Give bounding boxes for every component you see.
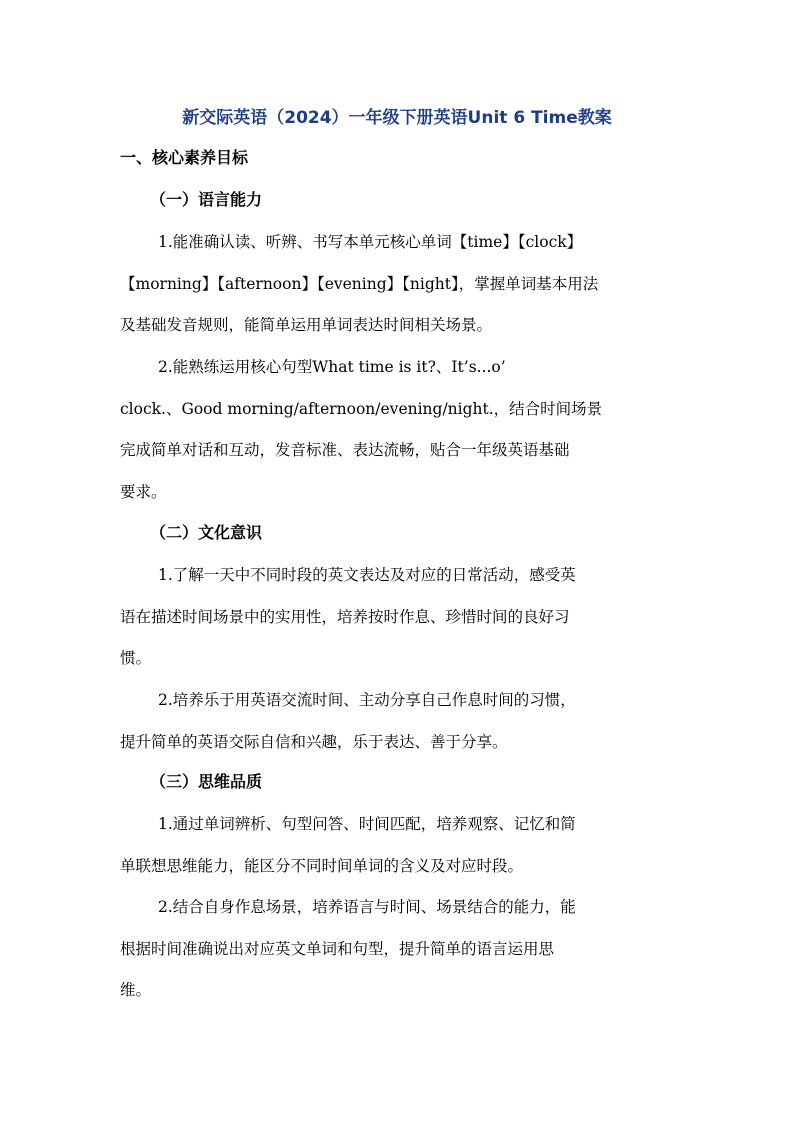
paragraph-line: 提升简单的英语交际自信和兴趣，乐于表达、善于分享。 xyxy=(120,732,508,751)
subsection-heading-language-ability: （一）语言能力 xyxy=(150,190,263,209)
paragraph-thinking-2 xyxy=(120,887,675,1012)
paragraph-line: 1.了解一天中不同时段的英文表达及对应的日常活动，感受英 xyxy=(158,566,576,584)
paragraph-line: 2.培养乐于用英语交流时间、主动分享自己作息时间的习惯， xyxy=(158,691,576,709)
document-title: 新交际英语（2024）一年级下册英语Unit 6 Time教案 xyxy=(182,108,612,128)
paragraph-culture-1 xyxy=(120,555,675,680)
paragraph-line: 及基础发音规则，能简单运用单词表达时间相关场景。 xyxy=(120,316,493,334)
paragraph-language-1 xyxy=(120,222,675,347)
paragraph-line: 要求。 xyxy=(120,482,167,501)
paragraph-line: 2.能熟练运用核心句型What time is it?、It’s...o’ xyxy=(158,358,506,376)
paragraph-line: 【morning】【afternoon】【evening】【night】，掌握单词基本用法 xyxy=(120,274,599,293)
subsection-heading-cultural-awareness: （二）文化意识 xyxy=(150,523,263,542)
subsection-heading-thinking-quality: （三）思维品质 xyxy=(150,772,263,791)
paragraph-line: 语在描述时间场景中的实用性，培养按时作息、珍惜时间的良好习 xyxy=(120,607,570,626)
paragraph-line: 1.通过单词辨析、句型问答、时间匹配，培养观察、记忆和简 xyxy=(158,815,576,833)
paragraph-line: 单联想思维能力，能区分不同时间单词的含义及对应时段。 xyxy=(120,856,524,875)
paragraph-line: clock.、Good morning/afternoon/evening/night.，结合时间场景 xyxy=(120,399,603,418)
section-heading-core-goals: 一、核心素养目标 xyxy=(120,148,249,167)
paragraph-line: 维。 xyxy=(120,981,152,999)
paragraph-line: 1.能准确认读、听辨、书写本单元核心单词【time】【clock】 xyxy=(158,233,583,251)
paragraph-culture-2 xyxy=(120,680,675,763)
paragraph-line: 惯。 xyxy=(120,649,152,667)
paragraph-line: 根据时间准确说出对应英文单词和句型，提升简单的语言运用思 xyxy=(120,939,555,958)
paragraph-line: 完成简单对话和互动，发音标准、表达流畅，贴合一年级英语基础 xyxy=(120,441,570,459)
paragraph-line: 2.结合自身作息场景，培养语言与时间、场景结合的能力，能 xyxy=(158,898,576,916)
paragraph-thinking-1 xyxy=(120,804,675,887)
paragraph-language-2 xyxy=(120,347,675,513)
